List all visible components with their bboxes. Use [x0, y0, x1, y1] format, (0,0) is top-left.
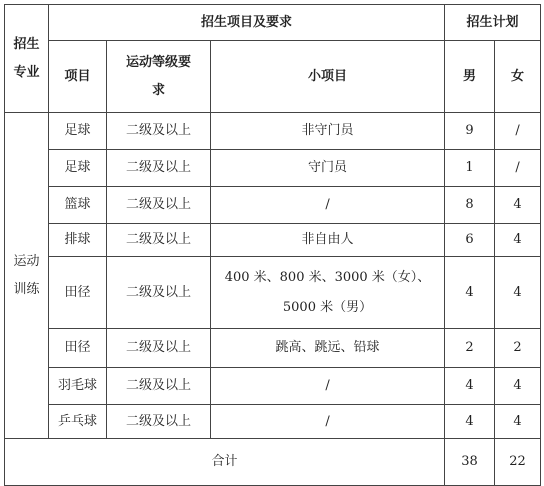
- row-grade: 二级及以上: [107, 405, 211, 439]
- header-female: 女: [495, 41, 541, 113]
- row-male: 1: [445, 150, 495, 187]
- row-male: 4: [445, 405, 495, 439]
- row-grade: 二级及以上: [107, 329, 211, 368]
- row-male: 4: [445, 257, 495, 329]
- row-female: 4: [495, 405, 541, 439]
- row-item: 排球: [49, 224, 107, 257]
- row-female: /: [495, 113, 541, 150]
- row-subitem: 非守门员: [211, 113, 445, 150]
- row-grade: 二级及以上: [107, 113, 211, 150]
- row-female: /: [495, 150, 541, 187]
- row-subitem: 守门员: [211, 150, 445, 187]
- row-subitem: /: [211, 187, 445, 224]
- row-male: 9: [445, 113, 495, 150]
- row-grade: 二级及以上: [107, 150, 211, 187]
- major-name: 运动 训练: [5, 113, 49, 439]
- row-item: 羽毛球: [49, 368, 107, 405]
- header-male: 男: [445, 41, 495, 113]
- row-female: 4: [495, 257, 541, 329]
- row-item: 田径: [49, 257, 107, 329]
- header-grade: 运动等级要 求: [107, 41, 211, 113]
- row-item: 篮球: [49, 187, 107, 224]
- row-male: 4: [445, 368, 495, 405]
- row-grade: 二级及以上: [107, 224, 211, 257]
- row-grade: 二级及以上: [107, 187, 211, 224]
- row-male: 8: [445, 187, 495, 224]
- row-item: 足球: [49, 150, 107, 187]
- row-grade: 二级及以上: [107, 257, 211, 329]
- row-grade: 二级及以上: [107, 368, 211, 405]
- row-item: 田径: [49, 329, 107, 368]
- total-female: 22: [495, 439, 541, 486]
- row-female: 4: [495, 368, 541, 405]
- row-subitem: 400 米、800 米、3000 米（女）、 5000 米（男）: [211, 257, 445, 329]
- row-female: 4: [495, 224, 541, 257]
- row-subitem: 非自由人: [211, 224, 445, 257]
- row-female: 2: [495, 329, 541, 368]
- row-female: 4: [495, 187, 541, 224]
- total-male: 38: [445, 439, 495, 486]
- row-item: 足球: [49, 113, 107, 150]
- row-male: 2: [445, 329, 495, 368]
- row-male: 6: [445, 224, 495, 257]
- header-item: 项目: [49, 41, 107, 113]
- header-subitem: 小项目: [211, 41, 445, 113]
- row-item: 乒乓球: [49, 405, 107, 439]
- header-plan: 招生计划: [445, 5, 541, 41]
- header-requirements: 招生项目及要求: [49, 5, 445, 41]
- total-label: 合计: [5, 439, 445, 486]
- row-subitem: 跳高、跳远、铅球: [211, 329, 445, 368]
- admissions-table: [4, 4, 541, 486]
- header-major: 招生 专业: [5, 5, 49, 113]
- row-subitem: /: [211, 405, 445, 439]
- row-subitem: /: [211, 368, 445, 405]
